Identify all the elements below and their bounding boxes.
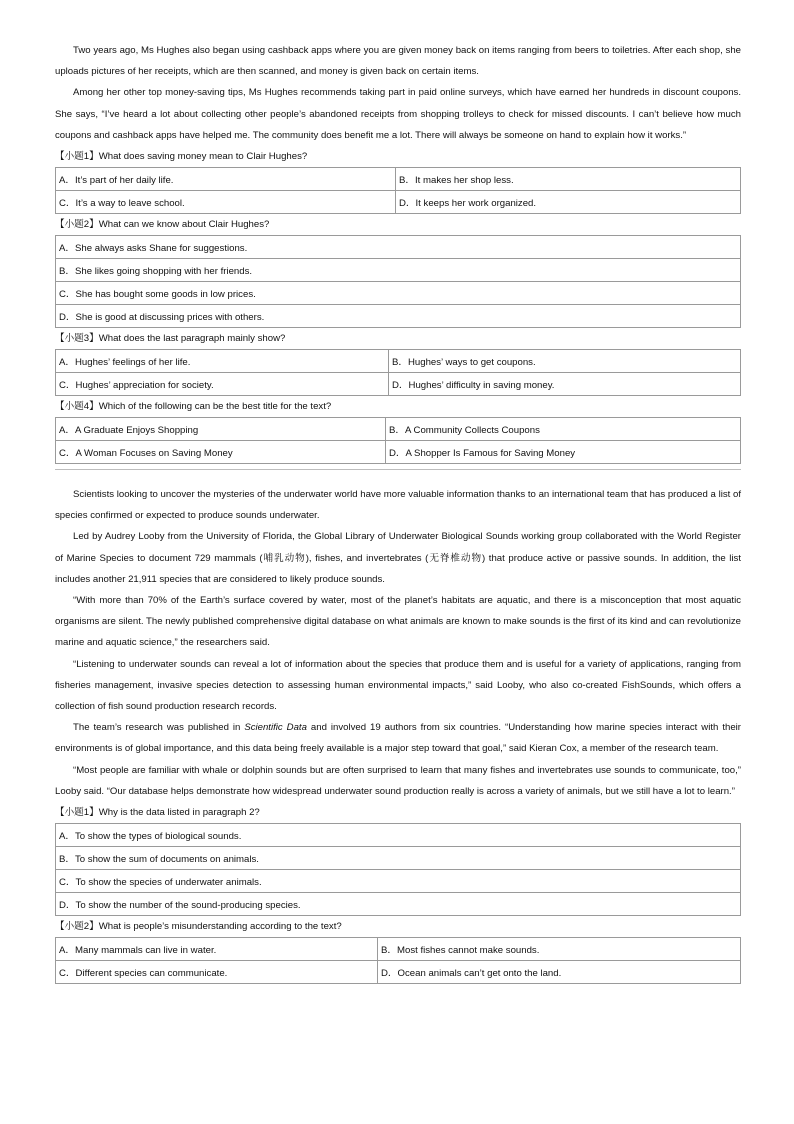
passage1-paragraph-1: Two years ago, Ms Hughes also began using cashback apps where you are given money back on items ranging from beers to toiletries. After each shop, she uploads pictures of her receipts, which are then scanned, and money is given back on certain items. <box>55 45 741 78</box>
paragraph-5-lead: The team’s research was published in <box>73 722 245 734</box>
passage1-paragraph-2: Among her other top money-saving tips, Ms Hughes recommends taking part in paid online surveys, which have earned her hundreds in discount coupons. She says, “I’ve heard a lot about collecting other people’s abandoned receipts from shopping trolleys to check for missed discounts. I can’t believe how much coupons and cashback apps have helped me. The community does benefit me a lot. There will always be someone on hand to explain how it works.” <box>55 87 741 141</box>
p1-q4-option-a: A．A Graduate Enjoys Shopping <box>56 418 386 441</box>
journal-name: Scientific Data <box>244 722 307 734</box>
p1-q1-option-a: A．It’s part of her daily life. <box>56 168 396 191</box>
p1-question-4: 【小题4】Which of the following can be the best title for the text? <box>55 401 332 413</box>
p1-q2-option-a: A．She always asks Shane for suggestions. <box>56 236 741 259</box>
p1-q4-option-c: C．A Woman Focuses on Saving Money <box>56 441 386 464</box>
passage2-paragraph-3: “With more than 70% of the Earth’s surface covered by water, most of the planet’s habitats are aquatic, and there is a misconception that most aquatic organisms are silent. The newly published comprehensive digital database on what animals are known to make sounds is the first of its kind and can revolutionize marine and aquatic science,” the researchers said. <box>55 595 741 649</box>
p2-q2-options <box>55 937 741 984</box>
passage2-paragraph-1: Scientists looking to uncover the mysteries of the underwater world have more valuable information thanks to an international team that has produced a list of species confirmed or expected to produce sounds underwater. <box>55 489 741 522</box>
p2-question-2: 【小题2】What is people’s misunderstanding according to the text? <box>55 921 342 933</box>
p1-q2-option-c: C．She has bought some goods in low prices. <box>56 282 741 305</box>
p2-q1-options <box>55 823 741 916</box>
passage-divider <box>55 469 741 470</box>
p1-q2-option-d: D．She is good at discussing prices with others. <box>56 305 741 328</box>
paragraph-5-rest: and involved 19 authors from six countries. “Understanding how marine species interact with their environments is of global importance, and this data being freely available is a major step toward that goal,” said Kieran Cox, a member of the research team. <box>55 722 741 755</box>
p1-q4-option-d: D．A Shopper Is Famous for Saving Money <box>386 441 741 464</box>
p2-q1-option-b: B．To show the sum of documents on animals. <box>56 847 741 870</box>
p2-q2-option-b: B．Most fishes cannot make sounds. <box>378 938 741 961</box>
p1-q1-option-d: D．It keeps her work organized. <box>396 191 741 214</box>
passage2-paragraph-5 <box>55 717 741 759</box>
p1-question-2: 【小题2】What can we know about Clair Hughes? <box>55 219 270 231</box>
p1-q3-option-b: B．Hughes’ ways to get coupons. <box>389 350 741 373</box>
p2-q1-option-c: C．To show the species of underwater animals. <box>56 870 741 893</box>
p1-q1-option-b: B．It makes her shop less. <box>396 168 741 191</box>
passage-gap <box>55 476 741 484</box>
p1-q2-options <box>55 235 741 328</box>
p2-q2-option-c: C．Different species can communicate. <box>56 961 378 984</box>
p2-q1-option-a: A．To show the types of biological sounds. <box>56 824 741 847</box>
p1-q3-option-d: D．Hughes’ difficulty in saving money. <box>389 373 741 396</box>
p2-q2-option-d: D．Ocean animals can’t get onto the land. <box>378 961 741 984</box>
p1-q4-options <box>55 417 741 464</box>
p1-question-3: 【小题3】What does the last paragraph mainly show? <box>55 333 286 345</box>
document-page <box>55 40 741 984</box>
p1-q3-option-a: A．Hughes’ feelings of her life. <box>56 350 389 373</box>
p1-q1-option-c: C．It’s a way to leave school. <box>56 191 396 214</box>
p1-q2-option-b: B．She likes going shopping with her friends. <box>56 259 741 282</box>
p1-q3-options <box>55 349 741 396</box>
p2-q2-option-a: A．Many mammals can live in water. <box>56 938 378 961</box>
p1-q1-options <box>55 167 741 214</box>
p1-q3-option-c: C．Hughes’ appreciation for society. <box>56 373 389 396</box>
p1-question-1: 【小题1】What does saving money mean to Clair Hughes? <box>55 151 308 163</box>
p2-q1-option-d: D．To show the number of the sound-producing species. <box>56 893 741 916</box>
passage2-paragraph-2: Led by Audrey Looby from the University of Florida, the Global Library of Underwater Biological Sounds working group collaborated with the World Register of Marine Species to document 729 mammals (哺乳动物), fishes, and invertebrates (无脊椎动物) that produce active or passive sounds. In addition, the list includes another 21,911 species that are considered to likely produce sounds. <box>55 531 741 585</box>
p1-q4-option-b: B．A Community Collects Coupons <box>386 418 741 441</box>
p2-question-1: 【小题1】Why is the data listed in paragraph 2? <box>55 807 260 819</box>
passage2-paragraph-6: “Most people are familiar with whale or dolphin sounds but are often surprised to learn that many fishes and invertebrates use sounds to communicate, too,” Looby said. “Our database helps demonstrate how widespread underwater sound production really is across a variety of animals, but we still have a lot to learn.” <box>55 764 741 797</box>
passage2-paragraph-4: “Listening to underwater sounds can reveal a lot of information about the species that produce them and is useful for a variety of applications, ranging from fisheries management, invasive species detection to assessing human environmental impacts,” said Looby, who also co-created FishSounds, which offers a collection of fish sound production research records. <box>55 658 741 713</box>
